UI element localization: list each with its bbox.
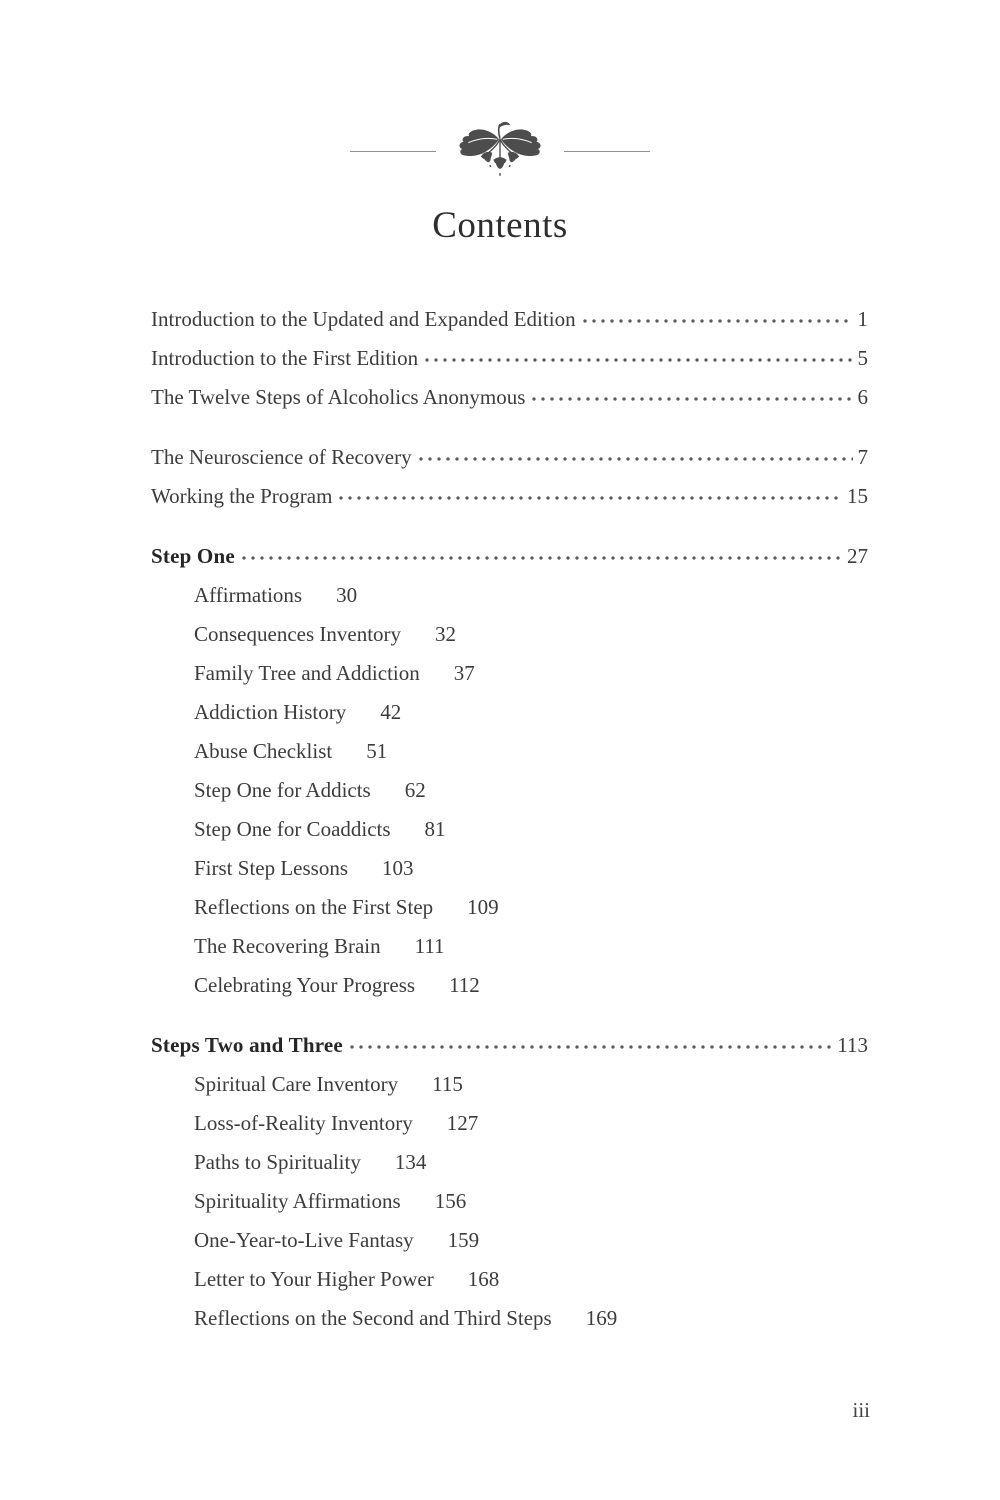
toc-group (151, 1026, 868, 1338)
toc-entry-page: 169 (585, 1306, 618, 1330)
toc-entry-page: 159 (447, 1228, 480, 1252)
toc-entry-label: Paths to Spirituality (194, 1150, 361, 1174)
toc-entry (151, 300, 868, 339)
toc-entry (151, 537, 868, 576)
toc-entry-label: Affirmations (194, 583, 303, 607)
toc-entry-page: 27 (847, 544, 868, 568)
toc-entry-page: 15 (847, 484, 868, 508)
leader-dots (425, 344, 852, 365)
toc-entry (151, 771, 868, 810)
toc-entry-label: First Step Lessons (194, 856, 349, 880)
toc-entry-label: Letter to Your Higher Power (194, 1267, 434, 1291)
toc-entry-page: 103 (382, 856, 414, 880)
toc-entry-label: The Neuroscience of Recovery (151, 445, 412, 469)
toc-entry-label: Loss-of-Reality Inventory (194, 1111, 413, 1135)
toc-entry-label: Abuse Checklist (194, 739, 333, 763)
toc-entry-label: Spirituality Affirmations (194, 1189, 401, 1213)
leader-dots (350, 1031, 832, 1052)
toc-entry (151, 732, 868, 771)
folio-page-number: iii (852, 1398, 870, 1422)
toc-group (151, 438, 868, 516)
toc-entry (151, 378, 868, 417)
toc-entry-page: 113 (837, 1033, 868, 1057)
toc-entry-page: 109 (467, 895, 499, 919)
toc-entry (151, 438, 868, 477)
toc-entry (151, 339, 868, 378)
toc-entry-page: 127 (446, 1111, 479, 1135)
toc-entry-label: Working the Program (151, 484, 333, 508)
toc-entry-page: 6 (857, 385, 868, 409)
toc-entry (151, 849, 868, 888)
toc-entry-page: 81 (424, 817, 446, 841)
toc-entry-page: 115 (432, 1072, 463, 1096)
toc-entry (151, 927, 868, 966)
toc-entry (151, 1143, 868, 1182)
toc-entry (151, 1299, 868, 1338)
toc-entry (151, 1182, 868, 1221)
toc-entry (151, 966, 868, 1005)
ornament-right-rule (564, 151, 650, 152)
toc-entry-page: 7 (857, 445, 868, 469)
toc-entry-label: Steps Two and Three (151, 1033, 343, 1057)
toc-entry (151, 1065, 868, 1104)
toc-entry (151, 888, 868, 927)
toc-entry (151, 477, 868, 516)
leader-dots (242, 542, 842, 563)
toc-entry-label: Introduction to the Updated and Expanded Edition (151, 307, 576, 331)
toc-entry-label: Step One for Addicts (194, 778, 371, 802)
chapter-ornament-row (0, 120, 1000, 182)
toc-entry (151, 1260, 868, 1299)
toc-entry-label: One-Year-to-Live Fantasy (194, 1228, 414, 1252)
toc-entry-page: 111 (414, 934, 445, 958)
toc-entry (151, 1221, 868, 1260)
toc-entry-label: Family Tree and Addiction (194, 661, 420, 685)
toc-entry (151, 1026, 868, 1065)
toc-group (151, 300, 868, 417)
toc-entry-page: 156 (434, 1189, 467, 1213)
toc-entry-page: 42 (380, 700, 402, 724)
leader-dots (339, 482, 842, 503)
toc-entry-page: 37 (453, 661, 475, 685)
toc-entry-page: 32 (435, 622, 457, 646)
oak-leaves-acorns-icon (448, 120, 552, 182)
toc-entry-label: Reflections on the First Step (194, 895, 434, 919)
ornament-left-rule (350, 151, 436, 152)
toc-entry-label: Consequences Inventory (194, 622, 402, 646)
toc-entry-label: Step One for Coaddicts (194, 817, 391, 841)
leader-dots (583, 305, 853, 326)
toc-entry-label: Introduction to the First Edition (151, 346, 419, 370)
toc-entry-page: 5 (857, 346, 868, 370)
toc-group (151, 537, 868, 1005)
toc-list (0, 300, 1000, 1338)
toc-entry (151, 693, 868, 732)
toc-entry-page: 134 (394, 1150, 427, 1174)
leader-dots (532, 383, 852, 404)
leader-dots (419, 443, 853, 464)
toc-entry-label: The Recovering Brain (194, 934, 381, 958)
toc-entry (151, 576, 868, 615)
toc-entry (151, 615, 868, 654)
page-title: Contents (432, 205, 568, 246)
toc-entry-page: 112 (449, 973, 480, 997)
toc-entry-page: 1 (857, 307, 868, 331)
toc-entry-label: Celebrating Your Progress (194, 973, 416, 997)
toc-entry-label: Step One (151, 544, 235, 568)
toc-entry (151, 810, 868, 849)
toc-entry (151, 654, 868, 693)
toc-entry-page: 168 (467, 1267, 500, 1291)
toc-entry-label: The Twelve Steps of Alcoholics Anonymous (151, 385, 526, 409)
toc-entry-label: Spiritual Care Inventory (194, 1072, 399, 1096)
toc-entry-page: 30 (336, 583, 358, 607)
toc-entry (151, 1104, 868, 1143)
toc-entry-page: 51 (366, 739, 388, 763)
toc-entry-page: 62 (404, 778, 426, 802)
toc-entry-label: Reflections on the Second and Third Steps (194, 1306, 552, 1330)
toc-entry-label: Addiction History (194, 700, 347, 724)
